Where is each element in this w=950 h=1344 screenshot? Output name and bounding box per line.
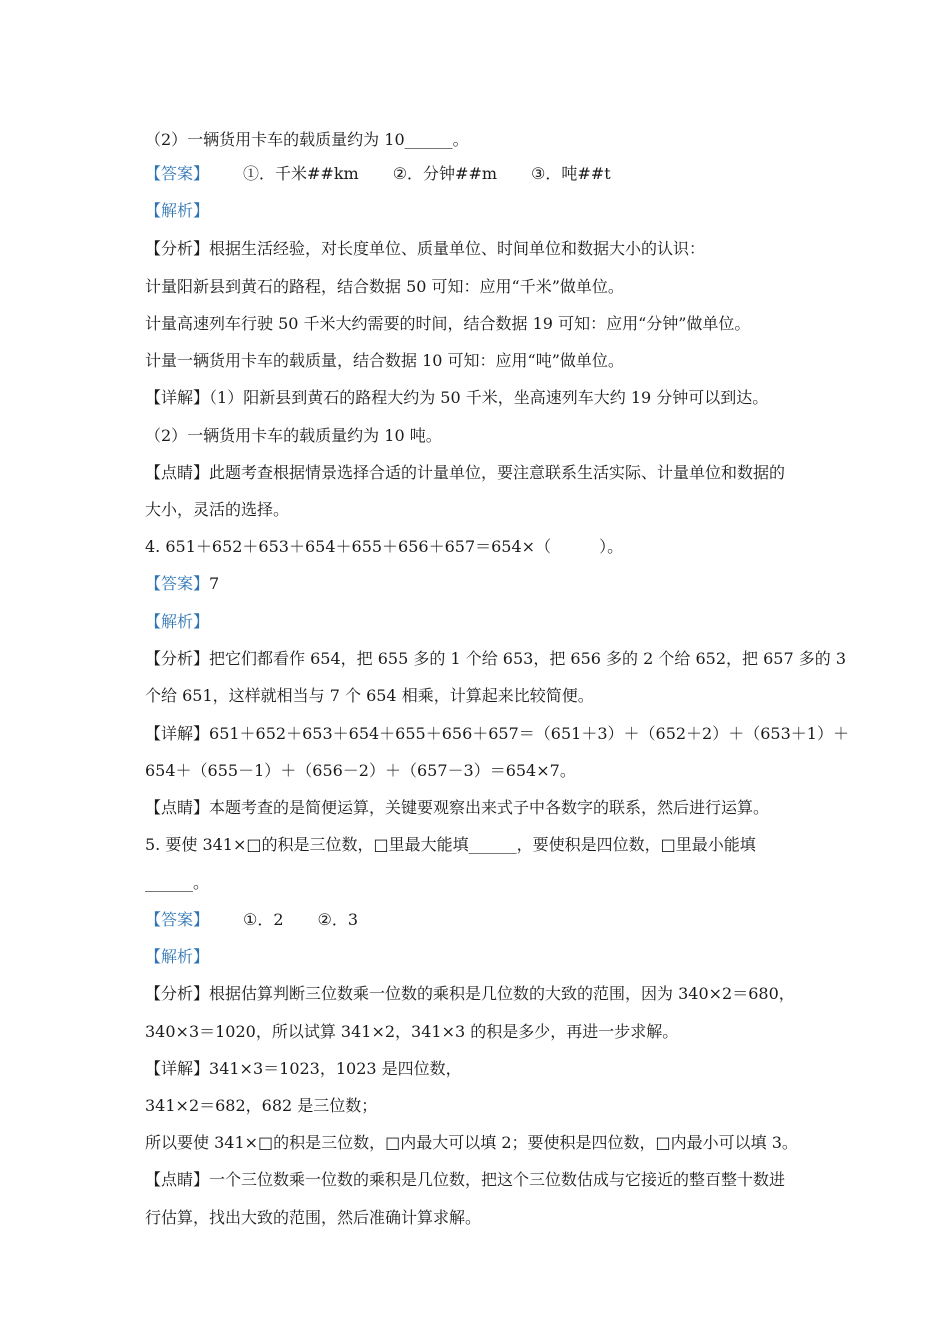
answer-blank-2: ②．分钟##m [392, 164, 498, 183]
xiangjie-label: 【详解】 [145, 1059, 210, 1078]
analysis-text: 根据估算判断三位数乘一位数的乘积是几位数的大致的范围，因为 340×2＝680， [209, 984, 795, 1003]
q5-analysis-line-1 [145, 983, 810, 1005]
q4-answer-line [145, 573, 810, 595]
q3-subquestion-2-text: （2）一辆货用卡车的载质量约为 10______。 [145, 130, 469, 149]
fenxi-label: 【分析】 [145, 239, 210, 258]
q3-answer-line [145, 163, 810, 185]
q4-jiexi-heading: 【解析】 [145, 612, 210, 631]
q5-detail-line-1 [145, 1058, 810, 1080]
q3-analysis-line-3: 计量高速列车行驶 50 千米大约需要的时间，结合数据 19 可知：应用“分钟”做单位。 [145, 314, 751, 333]
q3-detail-line-1 [145, 387, 810, 409]
q3-analysis-line-2: 计量阳新县到黄石的路程，结合数据 50 可知：应用“千米”做单位。 [145, 277, 624, 296]
answer-blank-3: ③．吨##t [531, 164, 611, 183]
q5-question-line-2: ______。 [145, 873, 210, 892]
detail-text: 651＋652＋653＋654＋655＋656＋657＝（651＋3）＋（652＋2）＋（653＋1）＋ [209, 724, 849, 743]
analysis-text: 把它们都看作 654，把 655 多的 1 个给 653，把 656 多的 2 个给 652，把 657 多的 3 [209, 649, 846, 668]
xiangjie-label: 【详解】 [145, 724, 210, 743]
q5-detail-line-2: 341×2＝682，682 是三位数； [145, 1096, 378, 1115]
q3-detail-line-2: （2）一辆货用卡车的载质量约为 10 吨。 [145, 426, 442, 445]
q4-detail-line-1 [145, 723, 849, 745]
q5-point-line-1 [145, 1169, 810, 1191]
q4-analysis-line-2: 个给 651，这样就相当与 7 个 654 相乘，计算起来比较简便。 [145, 686, 594, 705]
answer-value: 7 [209, 574, 220, 593]
q5-detail-line-3: 所以要使 341×□的积是三位数，□内最大可以填 2；要使积是四位数，□内最小可以填 3。 [145, 1133, 798, 1152]
q3-point-line-1 [145, 462, 810, 484]
q3-point-line-2: 大小，灵活的选择。 [145, 500, 290, 519]
answer-blank-2: ②．3 [317, 910, 359, 929]
answer-blank-1: ①．2 [243, 910, 284, 929]
detail-text: 341×3＝1023，1023 是四位数， [209, 1059, 462, 1078]
q5-point-line-2: 行估算，找出大致的范围，然后准确计算求解。 [145, 1208, 482, 1227]
analysis-text: 根据生活经验，对长度单位、质量单位、时间单位和数据大小的认识： [209, 239, 706, 258]
dianjing-label: 【点睛】 [145, 463, 210, 482]
answer-tag: 【答案】 [145, 164, 210, 183]
dianjing-label: 【点睛】 [145, 798, 210, 817]
q5-question-line-1: 5. 要使 341×□的积是三位数，□里最大能填______，要使积是四位数，□里最小能填 [145, 835, 756, 854]
point-text: 一个三位数乘一位数的乘积是几位数，把这个三位数估成与它接近的整百整十数进 [209, 1170, 786, 1189]
q4-point-line [145, 797, 810, 819]
q3-subquestion-2 [145, 129, 810, 151]
q4-analysis-line-1 [145, 648, 846, 670]
q4-detail-line-2: 654＋（655－1）＋（656－2）＋（657－3）＝654×7。 [145, 761, 576, 780]
point-text: 本题考查的是简便运算，关键要观察出来式子中各数字的联系，然后进行运算。 [209, 798, 770, 817]
answer-tag: 【答案】 [145, 910, 210, 929]
q3-jiexi-heading: 【解析】 [145, 201, 210, 220]
fenxi-label: 【分析】 [145, 984, 210, 1003]
q5-jiexi-heading: 【解析】 [145, 947, 210, 966]
fenxi-label: 【分析】 [145, 649, 210, 668]
detail-text: （1）阳新县到黄石的路程大约为 50 千米，坐高速列车大约 19 分钟可以到达。 [209, 388, 769, 407]
dianjing-label: 【点睛】 [145, 1170, 210, 1189]
q3-analysis-line-1 [145, 238, 810, 260]
q5-analysis-line-2: 340×3＝1020，所以试算 341×2，341×3 的积是多少，再进一步求解。 [145, 1022, 679, 1041]
point-text: 此题考查根据情景选择合适的计量单位，要注意联系生活实际、计量单位和数据的 [209, 463, 786, 482]
q3-analysis-line-4: 计量一辆货用卡车的载质量，结合数据 10 可知：应用“吨”做单位。 [145, 351, 624, 370]
xiangjie-label: 【详解】 [145, 388, 210, 407]
q4-question: 4. 651＋652＋653＋654＋655＋656＋657＝654×（ ）。 [145, 537, 624, 556]
answer-blank-1: ①．千米##km [243, 164, 359, 183]
q5-answer-line [145, 909, 810, 931]
answer-tag: 【答案】 [145, 574, 210, 593]
